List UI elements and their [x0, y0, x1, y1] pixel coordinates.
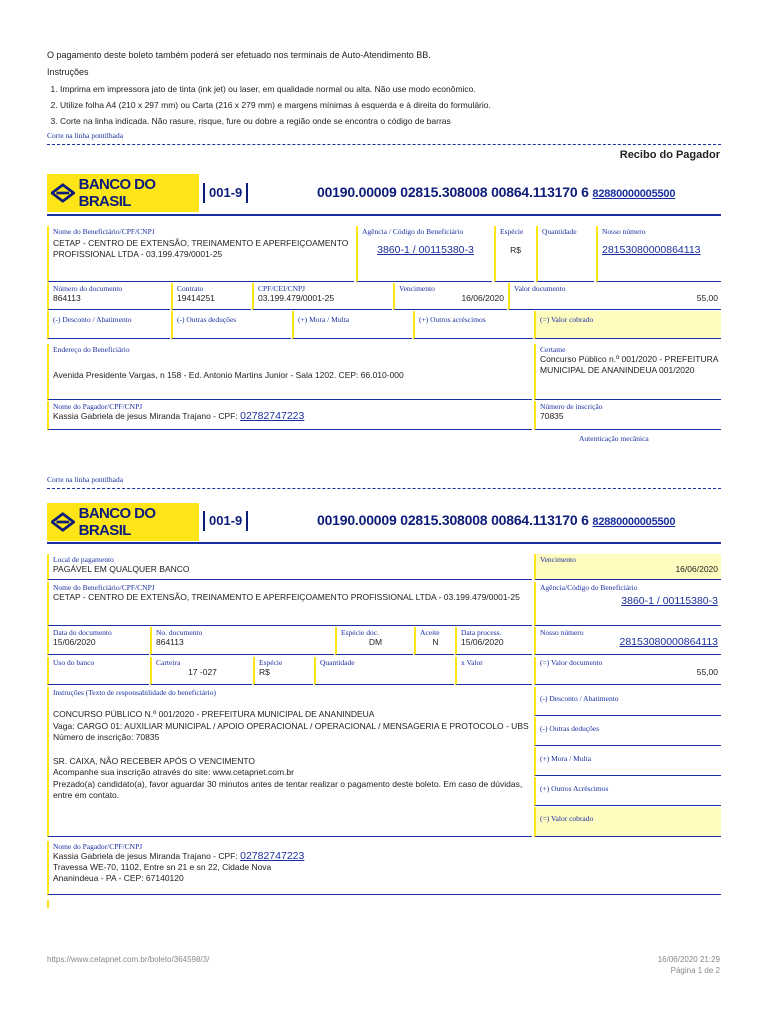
instruction-item: 2. Utilize folha A4 (210 x 297 mm) ou Carta (216 x 279 mm) e margens mínimas à esquerda e à direita do formulário. — [60, 97, 491, 113]
recibo-title: Recibo do Pagador — [619, 149, 720, 161]
agencia-cell — [534, 582, 721, 626]
instruction-list — [60, 81, 491, 129]
pagador-endereco: Travessa WE-70, 1102, Entre sn 21 e sn 22, Cidade Nova — [53, 862, 272, 872]
local-pagamento-label: Local de pagamento — [53, 555, 114, 564]
especie-value: R$ — [510, 245, 521, 255]
cpf-cei-cell — [252, 283, 392, 310]
especie-label: Espécie — [500, 227, 524, 236]
header-rule — [47, 214, 721, 216]
instruction-item: 1. Imprima em impressora jato de tinta (ink jet) ou laser, em qualidade normal ou alta. Não use modo econômico. — [60, 81, 491, 97]
header-rule — [47, 542, 721, 544]
vencimento-value: 16/06/2020 — [675, 564, 718, 574]
data-process-value: 15/06/2020 — [461, 637, 504, 647]
especie-label: Espécie — [259, 658, 283, 667]
especie-value: R$ — [259, 667, 270, 677]
footer-datetime: 16/06/2020 21:29 — [657, 955, 720, 964]
bank-code: 001-9 — [203, 183, 248, 203]
valor-cobrado-cell — [534, 807, 721, 837]
aceite-label: Aceite — [420, 628, 440, 637]
cut-line-label: Corte na linha pontilhada — [47, 475, 124, 484]
desconto-label: (-) Desconto / Abatimento — [53, 315, 132, 324]
bank-name: BANCO DO BRASIL — [78, 176, 156, 210]
valor-documento-cell — [508, 283, 721, 310]
autenticacao-label: Autenticação mecânica — [579, 434, 649, 443]
nosso-numero-cell — [534, 627, 721, 655]
endereco-cell — [47, 344, 532, 400]
certame-label: Certame — [540, 345, 566, 354]
especie-doc-label: Espécie doc. — [341, 628, 379, 637]
nosso-numero-label: Nosso número — [540, 628, 584, 637]
beneficiario-label: Nome do Beneficiário/CPF/CNPJ — [53, 227, 155, 236]
beneficiario-label: Nome do Beneficiário/CPF/CNPJ — [53, 583, 155, 592]
mora-cell — [534, 747, 721, 776]
beneficiario-cell — [47, 582, 532, 626]
beneficiario-value: CETAP - CENTRO DE EXTENSÃO, TREINAMENTO E APERFEIÇOAMENTO PROFISSIONAL LTDA - 03.199.479/0001-25 — [53, 238, 349, 259]
outros-acrescimos-label: (+) Outros acréscimos — [419, 315, 486, 324]
outras-deducoes-cell — [171, 311, 291, 339]
pagador-cidade: Ananindeua - PA - CEP: 67140120 — [53, 873, 184, 883]
intro-heading: Instruções — [47, 67, 89, 77]
pagador-cpf-link[interactable]: 02782747223 — [240, 410, 305, 422]
especie-doc-cell — [335, 627, 413, 655]
instrucoes-line: Número de inscrição: 70835 — [53, 732, 160, 742]
agencia-link[interactable]: 3860-1 / 00115380-3 — [377, 244, 474, 256]
agencia-label: Agência / Código do Beneficiário — [362, 227, 464, 236]
linha-digitavel-link[interactable]: 82880000005500 — [592, 188, 676, 200]
bank-logo-icon — [51, 183, 75, 203]
outras-deducoes-label: (-) Outras deduções — [540, 724, 600, 733]
vencimento-label: Vencimento — [540, 555, 576, 564]
mora-label: (+) Mora / Multa — [540, 754, 592, 763]
uso-banco-cell — [47, 657, 149, 685]
linha-digitavel — [317, 184, 675, 200]
certame-cell — [534, 344, 721, 400]
pagador-cell — [47, 401, 532, 430]
pagador-nome: Kassia Gabriela de jesus Miranda Trajano - CPF: — [53, 411, 238, 421]
numero-inscricao-value: 70835 — [540, 411, 564, 421]
intro-notice: O pagamento deste boleto também poderá ser efetuado nos terminais de Auto-Atendimento BB. — [47, 50, 431, 60]
contrato-value: 19414251 — [177, 293, 215, 303]
numero-inscricao-label: Número de inscrição — [540, 402, 603, 411]
cut-line-label: Corte na linha pontilhada — [47, 131, 124, 140]
vencimento-cell — [534, 554, 721, 580]
cut-line — [47, 144, 721, 145]
certame-value: Concurso Público n.º 001/2020 - PREFEITURA MUNICIPAL DE ANANINDEUA 001/2020 — [540, 354, 718, 375]
pagador-label: Nome do Pagador/CPF/CNPJ — [53, 402, 143, 411]
carteira-cell — [150, 657, 252, 685]
mora-cell — [292, 311, 412, 339]
especie-cell — [494, 226, 534, 282]
nosso-numero-cell — [596, 226, 721, 282]
especie-cell — [253, 657, 313, 685]
quantidade-cell — [536, 226, 594, 282]
data-documento-cell — [47, 627, 149, 655]
valor-documento-label: Valor documento — [514, 284, 566, 293]
linha-digitavel-link[interactable]: 82880000005500 — [592, 516, 676, 528]
instruction-item: 3. Corte na linha indicada. Não rasure, risque, fure ou dobre a região onde se encontra o código de barras — [60, 113, 491, 129]
barcode-marker — [47, 900, 49, 908]
local-pagamento-cell — [47, 554, 532, 580]
beneficiario-value: CETAP - CENTRO DE EXTENSÃO, TREINAMENTO E APERFEIÇOAMENTO PROFISSIONAL LTDA - 03.199.479/0001-25 — [53, 592, 520, 602]
instrucoes-cell — [47, 687, 532, 837]
instrucoes-line: Prezado(a) candidato(a), favor aguardar 30 minutos antes de tentar realizar o pagamento deste boleto. Em caso de dúvidas, entre em contato. — [53, 778, 523, 800]
vencimento-cell — [393, 283, 507, 310]
numero-inscricao-cell — [534, 401, 721, 430]
quantidade-cell — [314, 657, 454, 685]
cpf-cei-value: 03.199.479/0001-25 — [258, 293, 335, 303]
outros-acrescimos-cell — [534, 777, 721, 806]
outros-acrescimos-cell — [413, 311, 533, 339]
agencia-label: Agência/Código do Beneficiário — [540, 583, 638, 592]
x-valor-cell — [455, 657, 532, 685]
valor-documento-label: (=) Valor documento — [540, 658, 603, 667]
numero-documento-label: Número do documento — [53, 284, 123, 293]
numero-documento-cell — [47, 283, 170, 310]
outras-deducoes-cell — [534, 717, 721, 746]
valor-cobrado-label: (=) Valor cobrado — [540, 315, 594, 324]
vencimento-value: 16/06/2020 — [461, 293, 504, 303]
nosso-numero-link[interactable]: 28153080000864113 — [602, 244, 701, 256]
vencimento-label: Vencimento — [399, 284, 435, 293]
outros-acrescimos-label: (+) Outros Acréscimos — [540, 784, 609, 793]
pagador-cpf-link[interactable]: 02782747223 — [240, 850, 305, 862]
valor-documento-value: 55,00 — [696, 667, 718, 677]
data-process-cell — [455, 627, 532, 655]
bank-logo — [47, 503, 199, 541]
data-documento-value: 15/06/2020 — [53, 637, 96, 647]
linha-digitavel — [317, 512, 675, 528]
contrato-label: Contrato — [177, 284, 204, 293]
data-documento-label: Data do documento — [53, 628, 112, 637]
carteira-label: Carteira — [156, 658, 181, 667]
desconto-label: (-) Desconto / Abatimento — [540, 694, 619, 703]
bank-code: 001-9 — [203, 511, 248, 531]
instrucoes-line: Vaga: CARGO 01: AUXILIAR MUNICIPAL / APOIO OPERACIONAL / OPERACIONAL / MENSAGERIA E PROTOCOLO - UBS — [53, 720, 529, 731]
valor-cobrado-cell — [534, 311, 721, 339]
pagador-nome: Kassia Gabriela de jesus Miranda Trajano - CPF: — [53, 851, 238, 861]
nosso-numero-link[interactable]: 28153080000864113 — [619, 636, 718, 648]
footer-url: https://www.cetapnet.com.br/boleto/364598/3/ — [47, 955, 210, 964]
valor-documento-value: 55,00 — [696, 293, 718, 303]
endereco-label: Endereço do Beneficiário — [53, 345, 130, 354]
desconto-cell — [534, 687, 721, 716]
pagador-cell — [47, 841, 721, 895]
carteira-value: 17 -027 — [188, 667, 217, 677]
agencia-cell — [356, 226, 492, 282]
beneficiario-cell — [47, 226, 354, 282]
instrucoes-label: Instruções (Texto de responsabilidade do beneficiário) — [53, 688, 216, 697]
aceite-cell — [414, 627, 454, 655]
cut-line — [47, 488, 721, 489]
outras-deducoes-label: (-) Outras deduções — [177, 315, 237, 324]
linha-digitavel-text: 00190.00009 02815.308008 00864.113170 6 — [317, 512, 589, 528]
uso-banco-label: Uso do banco — [53, 658, 95, 667]
linha-digitavel-text: 00190.00009 02815.308008 00864.113170 6 — [317, 184, 589, 200]
endereco-value: Avenida Presidente Vargas, n 158 - Ed. Antonio Martins Junior - Sala 1202. CEP: 66.010-000 — [53, 370, 404, 380]
bank-logo-icon — [51, 512, 75, 532]
quantidade-label: Quantidade — [320, 658, 355, 667]
instrucoes-line: SR. CAIXA, NÃO RECEBER APÓS O VENCIMENTO — [53, 755, 255, 766]
desconto-cell — [47, 311, 170, 339]
no-documento-cell — [150, 627, 334, 655]
data-process-label: Data process. — [461, 628, 502, 637]
numero-documento-value: 864113 — [53, 293, 81, 303]
bank-name: BANCO DO BRASIL — [78, 505, 156, 539]
especie-doc-value: DM — [368, 637, 383, 647]
mora-label: (+) Mora / Multa — [298, 315, 350, 324]
no-documento-label: No. documento — [156, 628, 203, 637]
nosso-numero-label: Nosso número — [602, 227, 646, 236]
pagador-label: Nome do Pagador/CPF/CNPJ — [53, 842, 143, 851]
cpf-cei-label: CPF/CEI/CNPJ — [258, 284, 306, 293]
quantidade-label: Quantidade — [542, 227, 577, 236]
contrato-cell — [171, 283, 251, 310]
aceite-value: N — [432, 637, 439, 647]
instrucoes-line: Acompanhe sua inscrição através do site: www.cetapnet.com.br — [53, 767, 294, 777]
local-pagamento-value: PAGÁVEL EM QUALQUER BANCO — [53, 564, 190, 574]
no-documento-value: 864113 — [156, 637, 184, 647]
agencia-link[interactable]: 3860-1 / 00115380-3 — [621, 595, 718, 607]
intro — [47, 47, 491, 129]
x-valor-label: x Valor — [461, 658, 483, 667]
valor-documento-cell — [534, 657, 721, 685]
footer-page: Página 1 de 2 — [670, 966, 720, 975]
instrucoes-line: CONCURSO PÚBLICO N.º 001/2020 - PREFEITURA MUNICIPAL DE ANANINDEUA — [53, 709, 375, 719]
bank-logo — [47, 174, 199, 212]
valor-cobrado-label: (=) Valor cobrado — [540, 814, 594, 823]
